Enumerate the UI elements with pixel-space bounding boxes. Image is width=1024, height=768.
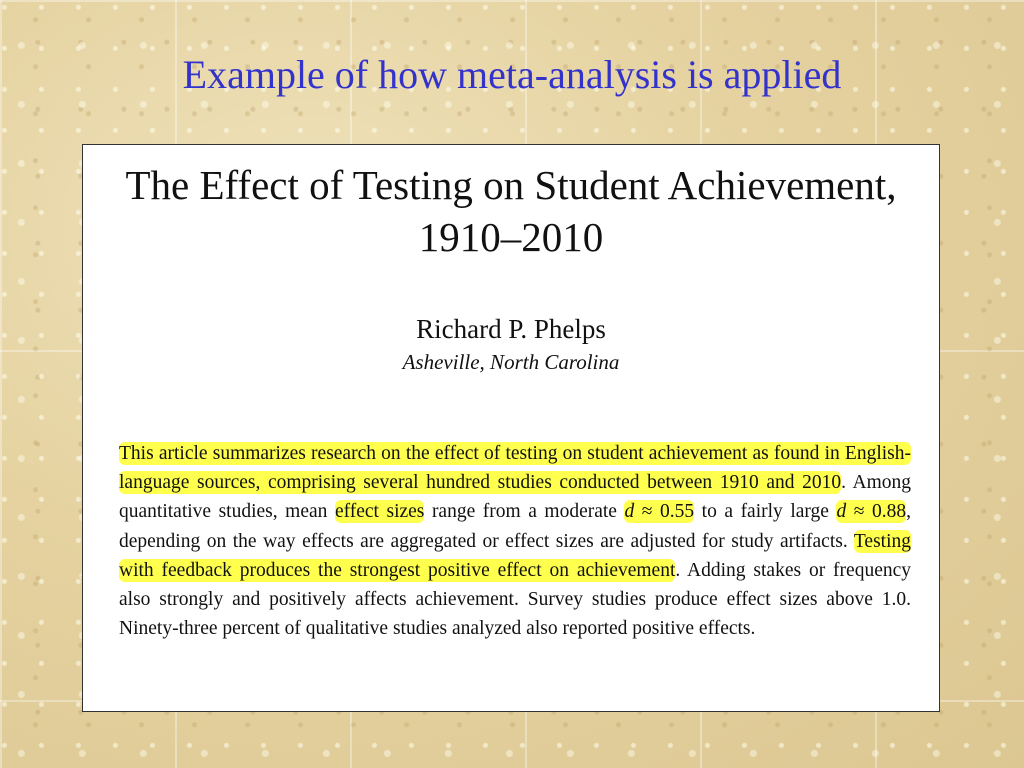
abstract-text: to a fairly large [694, 501, 837, 523]
effect-size-symbol: d [624, 501, 635, 523]
abstract-text: range from a moderate [424, 501, 625, 523]
slide-title: Example of how meta-analysis is applied [182, 52, 842, 97]
effect-size-symbol: d [836, 501, 847, 523]
paper-title: The Effect of Testing on Student Achievement, 1910–2010 [125, 162, 897, 260]
abstract-text: . Among quantitative studies, mean [119, 472, 911, 523]
abstract-text: . Adding stakes or frequency also strongly and positively affects achievement. Survey studies produce effect sizes above 1.0. Ninety-three percent of qualitative studies analyzed also reported positive effects. [119, 559, 912, 640]
paper-abstract [119, 439, 911, 643]
highlight-moderate-effect [624, 500, 694, 523]
paper-excerpt [82, 144, 940, 712]
highlight-large-effect [836, 500, 906, 523]
highlight-summary: This article summarizes research on the effect of testing on student achievement as found in English-language sources, comprising several hundred studies conducted between 1910 and 2010 [119, 443, 911, 494]
paper-affiliation: Asheville, North Carolina [402, 350, 620, 374]
effect-size-value: ≈ 0.55 [634, 501, 695, 523]
highlight-feedback: Testing with feedback produces the strongest positive effect on achievement [119, 530, 911, 581]
abstract-text: , depending on the way effects are aggregated or effect sizes are adjusted for study artifacts. [119, 501, 912, 552]
effect-size-value: ≈ 0.88 [846, 501, 907, 523]
highlight-effect-sizes: effect sizes [334, 501, 425, 523]
paper-author: Richard P. Phelps [416, 314, 606, 344]
